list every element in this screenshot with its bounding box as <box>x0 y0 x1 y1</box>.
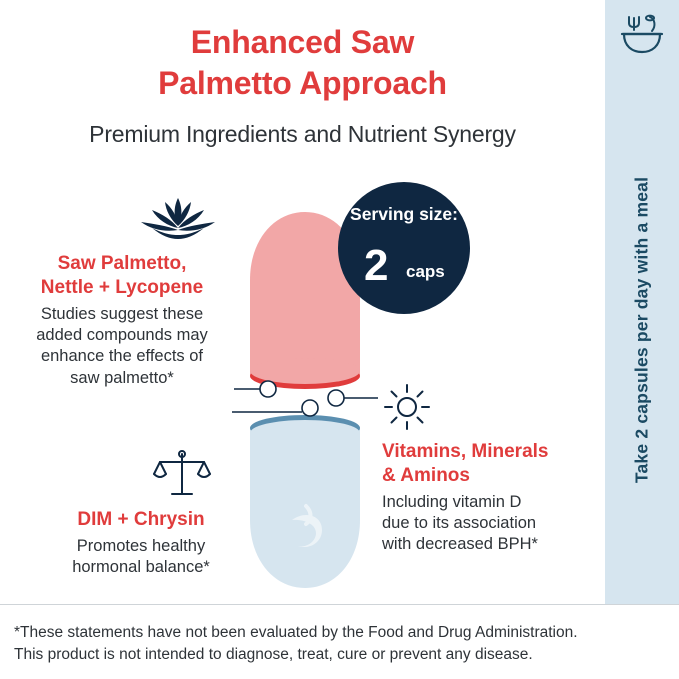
side-rail <box>605 0 679 604</box>
capsule-bottom-body <box>250 428 360 588</box>
callout-saw-palmetto-body <box>14 304 230 390</box>
rail-text: Take 2 capsules per day with a meal <box>631 176 652 484</box>
capsule-bottom-inner <box>250 420 360 446</box>
footer-disclaimer <box>14 622 666 667</box>
callout-saw-palmetto-body-line-2: added compounds may <box>36 325 208 344</box>
serving-size-badge <box>338 182 470 314</box>
rail-text-container <box>605 60 679 600</box>
callout-dim-chrysin-heading: DIM + Chrysin <box>77 509 205 530</box>
serving-size-unit: caps <box>406 262 445 281</box>
callout-vitamins-heading <box>382 440 587 488</box>
serving-size-number: 2 <box>364 241 389 290</box>
connector-bead-2 <box>302 400 318 416</box>
page-title-line-2: Palmetto Approach <box>158 64 447 101</box>
callout-vitamins-minerals-aminos <box>382 440 587 556</box>
callout-saw-palmetto-body-line-3: enhance the effects of <box>40 347 204 366</box>
callout-vitamins-body-line-1: Including vitamin D <box>382 492 522 511</box>
sun-icon <box>382 382 432 432</box>
callout-dim-chrysin-body-line-1: Promotes healthy <box>76 536 206 555</box>
capsule-top-inner <box>250 358 360 384</box>
callout-saw-palmetto-heading-line-2: Nettle + Lycopene <box>40 276 204 298</box>
page-title-line-1: Enhanced Saw <box>190 24 415 60</box>
callout-saw-palmetto <box>14 252 230 389</box>
callout-saw-palmetto-heading-line-1: Saw Palmetto, <box>57 253 187 274</box>
callout-dim-chrysin <box>48 508 234 579</box>
balance-scale-icon <box>152 448 212 500</box>
callout-saw-palmetto-heading <box>14 252 230 300</box>
callout-dim-chrysin-body <box>48 536 234 579</box>
callout-vitamins-heading-line-1: Vitamins, Minerals <box>382 441 549 462</box>
callout-vitamins-body <box>382 492 587 556</box>
callout-dim-chrysin-body-line-2: hormonal balance* <box>72 558 210 577</box>
callout-vitamins-body-line-2: due to its association <box>382 513 537 532</box>
footer-disclaimer-line-2: This product is not intended to diagnose, treat, cure or prevent any disease. <box>14 646 533 664</box>
connector-bead-3 <box>328 390 344 406</box>
page-subtitle: Premium Ingredients and Nutrient Synergy <box>89 121 516 147</box>
callout-saw-palmetto-body-line-1: Studies suggest these <box>40 304 204 323</box>
serving-size-label <box>338 204 470 224</box>
bowl-with-spoon-icon <box>620 14 664 56</box>
lotus-flower-icon <box>138 196 218 242</box>
page-title <box>0 22 605 104</box>
callout-vitamins-body-line-3: with decreased BPH* <box>382 535 538 554</box>
connector-bead-1 <box>260 381 276 397</box>
serving-size-label-text: Serving size: <box>350 204 458 224</box>
callout-saw-palmetto-body-line-4: saw palmetto* <box>70 368 174 387</box>
footer-divider <box>0 604 679 605</box>
footer-disclaimer-line-1: *These statements have not been evaluated by the Food and Drug Administration. <box>14 624 578 641</box>
callout-vitamins-heading-line-2: & Aminos <box>382 464 470 486</box>
